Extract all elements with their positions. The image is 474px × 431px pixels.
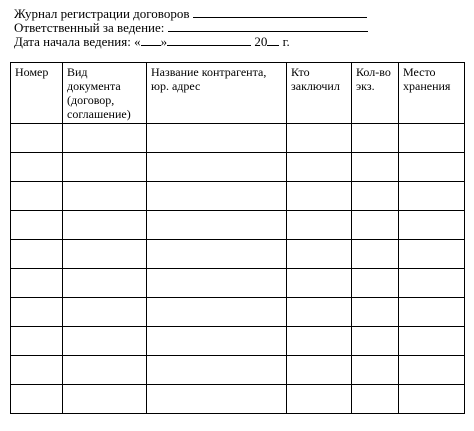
table-cell[interactable] [352, 327, 399, 356]
table-cell[interactable] [147, 327, 287, 356]
table-row [11, 269, 465, 298]
column-header-concluded-by: Кто заключил [287, 63, 352, 124]
table-cell[interactable] [287, 182, 352, 211]
table-cell[interactable] [63, 298, 147, 327]
column-header-number: Номер [11, 63, 63, 124]
responsible-line [14, 20, 368, 34]
start-date-year-blank [267, 34, 279, 46]
table-cell[interactable] [399, 240, 465, 269]
table-row [11, 182, 465, 211]
table-cell[interactable] [399, 211, 465, 240]
table-cell[interactable] [11, 327, 63, 356]
table-cell[interactable] [63, 182, 147, 211]
table-cell[interactable] [147, 269, 287, 298]
start-date-year-prefix: 20 [254, 34, 268, 49]
responsible-label: Ответственный за ведение: [14, 20, 165, 35]
table-cell[interactable] [399, 385, 465, 414]
table-cell[interactable] [352, 182, 399, 211]
table-cell[interactable] [287, 240, 352, 269]
table-cell[interactable] [399, 298, 465, 327]
table-cell[interactable] [11, 124, 63, 153]
table-cell[interactable] [352, 211, 399, 240]
table-cell[interactable] [63, 356, 147, 385]
table-cell[interactable] [63, 385, 147, 414]
table-cell[interactable] [399, 327, 465, 356]
journal-title: Журнал регистрации договоров [14, 6, 190, 21]
start-date-quote-close: » [160, 34, 168, 49]
table-row [11, 327, 465, 356]
table-cell[interactable] [287, 124, 352, 153]
table-row [11, 298, 465, 327]
start-date-month-blank [167, 34, 251, 46]
table-cell[interactable] [399, 269, 465, 298]
table-cell[interactable] [352, 153, 399, 182]
table-cell[interactable] [147, 153, 287, 182]
column-header-storage-location: Место хранения [399, 63, 465, 124]
contracts-register-table [10, 62, 465, 414]
table-cell[interactable] [352, 385, 399, 414]
table-cell[interactable] [63, 211, 147, 240]
table-cell[interactable] [352, 269, 399, 298]
table-row [11, 385, 465, 414]
table-cell[interactable] [11, 356, 63, 385]
table-cell[interactable] [11, 269, 63, 298]
start-date-year-suffix: г. [282, 34, 290, 49]
table-cell[interactable] [399, 356, 465, 385]
table-cell[interactable] [11, 182, 63, 211]
table-cell[interactable] [352, 298, 399, 327]
table-cell[interactable] [11, 211, 63, 240]
table-cell[interactable] [147, 182, 287, 211]
table-cell[interactable] [63, 153, 147, 182]
journal-header [14, 6, 368, 48]
table-cell[interactable] [287, 298, 352, 327]
table-cell[interactable] [399, 153, 465, 182]
table-cell[interactable] [287, 153, 352, 182]
start-date-line [14, 34, 368, 48]
start-date-label: Дата начала ведения: « [14, 34, 141, 49]
start-date-day-blank [141, 34, 161, 46]
table-cell[interactable] [287, 269, 352, 298]
table-row [11, 211, 465, 240]
table-cell[interactable] [352, 356, 399, 385]
table-cell[interactable] [11, 240, 63, 269]
table-cell[interactable] [287, 385, 352, 414]
table-cell[interactable] [399, 124, 465, 153]
table-cell[interactable] [147, 385, 287, 414]
table-row [11, 124, 465, 153]
table-cell[interactable] [63, 124, 147, 153]
title-line [14, 6, 368, 20]
table-cell[interactable] [287, 356, 352, 385]
title-blank-field [193, 6, 367, 18]
table-cell[interactable] [287, 327, 352, 356]
table-cell[interactable] [11, 153, 63, 182]
column-header-copies-count: Кол-во экз. [352, 63, 399, 124]
table-cell[interactable] [11, 298, 63, 327]
table-cell[interactable] [63, 269, 147, 298]
table-cell[interactable] [147, 298, 287, 327]
table-cell[interactable] [147, 211, 287, 240]
column-header-counterparty: Название контрагента, юр. адрес [147, 63, 287, 124]
table-cell[interactable] [147, 356, 287, 385]
table-cell[interactable] [147, 124, 287, 153]
table-row [11, 153, 465, 182]
table-cell[interactable] [63, 240, 147, 269]
table-cell[interactable] [287, 211, 352, 240]
table-cell[interactable] [352, 240, 399, 269]
table-row [11, 240, 465, 269]
column-header-document-type: Вид документа (договор, соглашение) [63, 63, 147, 124]
table-cell[interactable] [63, 327, 147, 356]
table-body [11, 124, 465, 414]
responsible-blank-field [168, 20, 368, 32]
table-header-row [11, 63, 465, 124]
table-row [11, 356, 465, 385]
table-cell[interactable] [147, 240, 287, 269]
table-cell[interactable] [11, 385, 63, 414]
table-cell[interactable] [352, 124, 399, 153]
table-cell[interactable] [399, 182, 465, 211]
